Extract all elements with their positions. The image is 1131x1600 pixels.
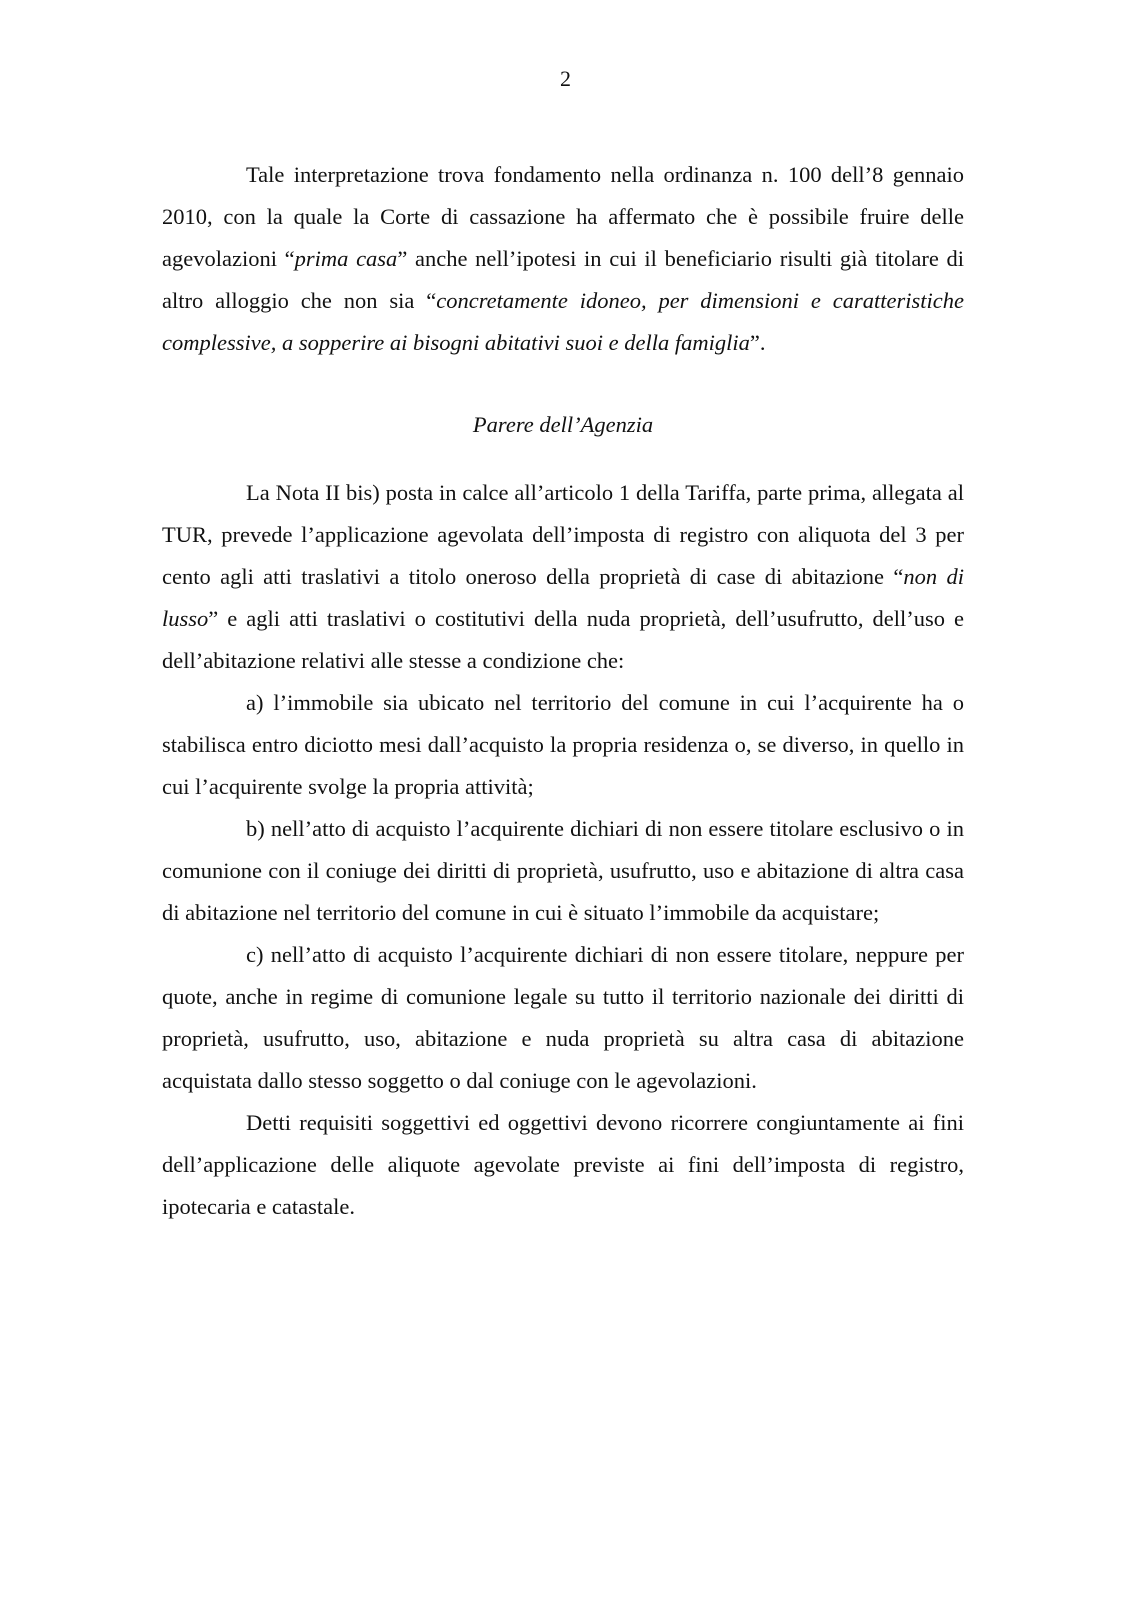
nota-paragraph [162, 472, 964, 682]
intro-emphasis-1: prima casa [294, 246, 398, 271]
intro-emphasis-2: concretamente idoneo, per dimensioni e caratteristiche complessive, a sopperire ai bisogni abitativi suoi e della famiglia [162, 288, 964, 355]
condition-b: b) nell’atto di acquisto l’acquirente dichiari di non essere titolare esclusivo o in comunione con il coniuge dei diritti di proprietà, usufrutto, uso e abitazione di altra casa di abitazione nel territorio del comune in cui è situato l’immobile da acquistare; [162, 816, 964, 925]
document-body [162, 154, 964, 1228]
nota-emphasis: non di lusso [162, 564, 964, 631]
nota-text-2: ” e agli atti traslativi o costitutivi della nuda proprietà, dell’usufrutto, dell’uso e dell’abitazione relativi alle stesse a condizione che: [162, 606, 964, 673]
intro-text-2: ” anche nell’ipotesi in cui il beneficiario risulti già titolare di altro alloggio che non sia “ [162, 246, 964, 313]
intro-paragraph [162, 154, 964, 364]
closing-paragraph: Detti requisiti soggettivi ed oggettivi devono ricorrere congiuntamente ai fini dell’applicazione delle aliquote agevolate previste ai fini dell’imposta di registro, ipotecaria e catastale. [162, 1110, 964, 1219]
condition-a: a) l’immobile sia ubicato nel territorio del comune in cui l’acquirente ha o stabilisca entro diciotto mesi dall’acquisto la propria residenza o, se diverso, in quello in cui l’acquirente svolge la propria attività; [162, 690, 964, 799]
condition-c: c) nell’atto di acquisto l’acquirente dichiari di non essere titolare, neppure per quote, anche in regime di comunione legale su tutto il territorio nazionale dei diritti di proprietà, usufrutto, uso, abitazione e nuda proprietà su altra casa di abitazione acquistata dallo stesso soggetto o dal coniuge con le agevolazioni. [162, 942, 964, 1093]
nota-text-1: La Nota II bis) posta in calce all’articolo 1 della Tariffa, parte prima, allegata al TUR, prevede l’applicazione agevolata dell’imposta di registro con aliquota del 3 per cento agli atti traslativi a titolo oneroso della proprietà di case di abitazione “ [162, 480, 964, 589]
section-heading: Parere dell’Agenzia [472, 412, 654, 437]
page-number: 2 [560, 66, 571, 91]
intro-text-3: ”. [749, 330, 766, 355]
intro-text-1: Tale interpretazione trova fondamento nella ordinanza n. 100 dell’8 gennaio 2010, con la quale la Corte di cassazione ha affermato che è possibile fruire delle agevolazioni “ [162, 162, 964, 271]
